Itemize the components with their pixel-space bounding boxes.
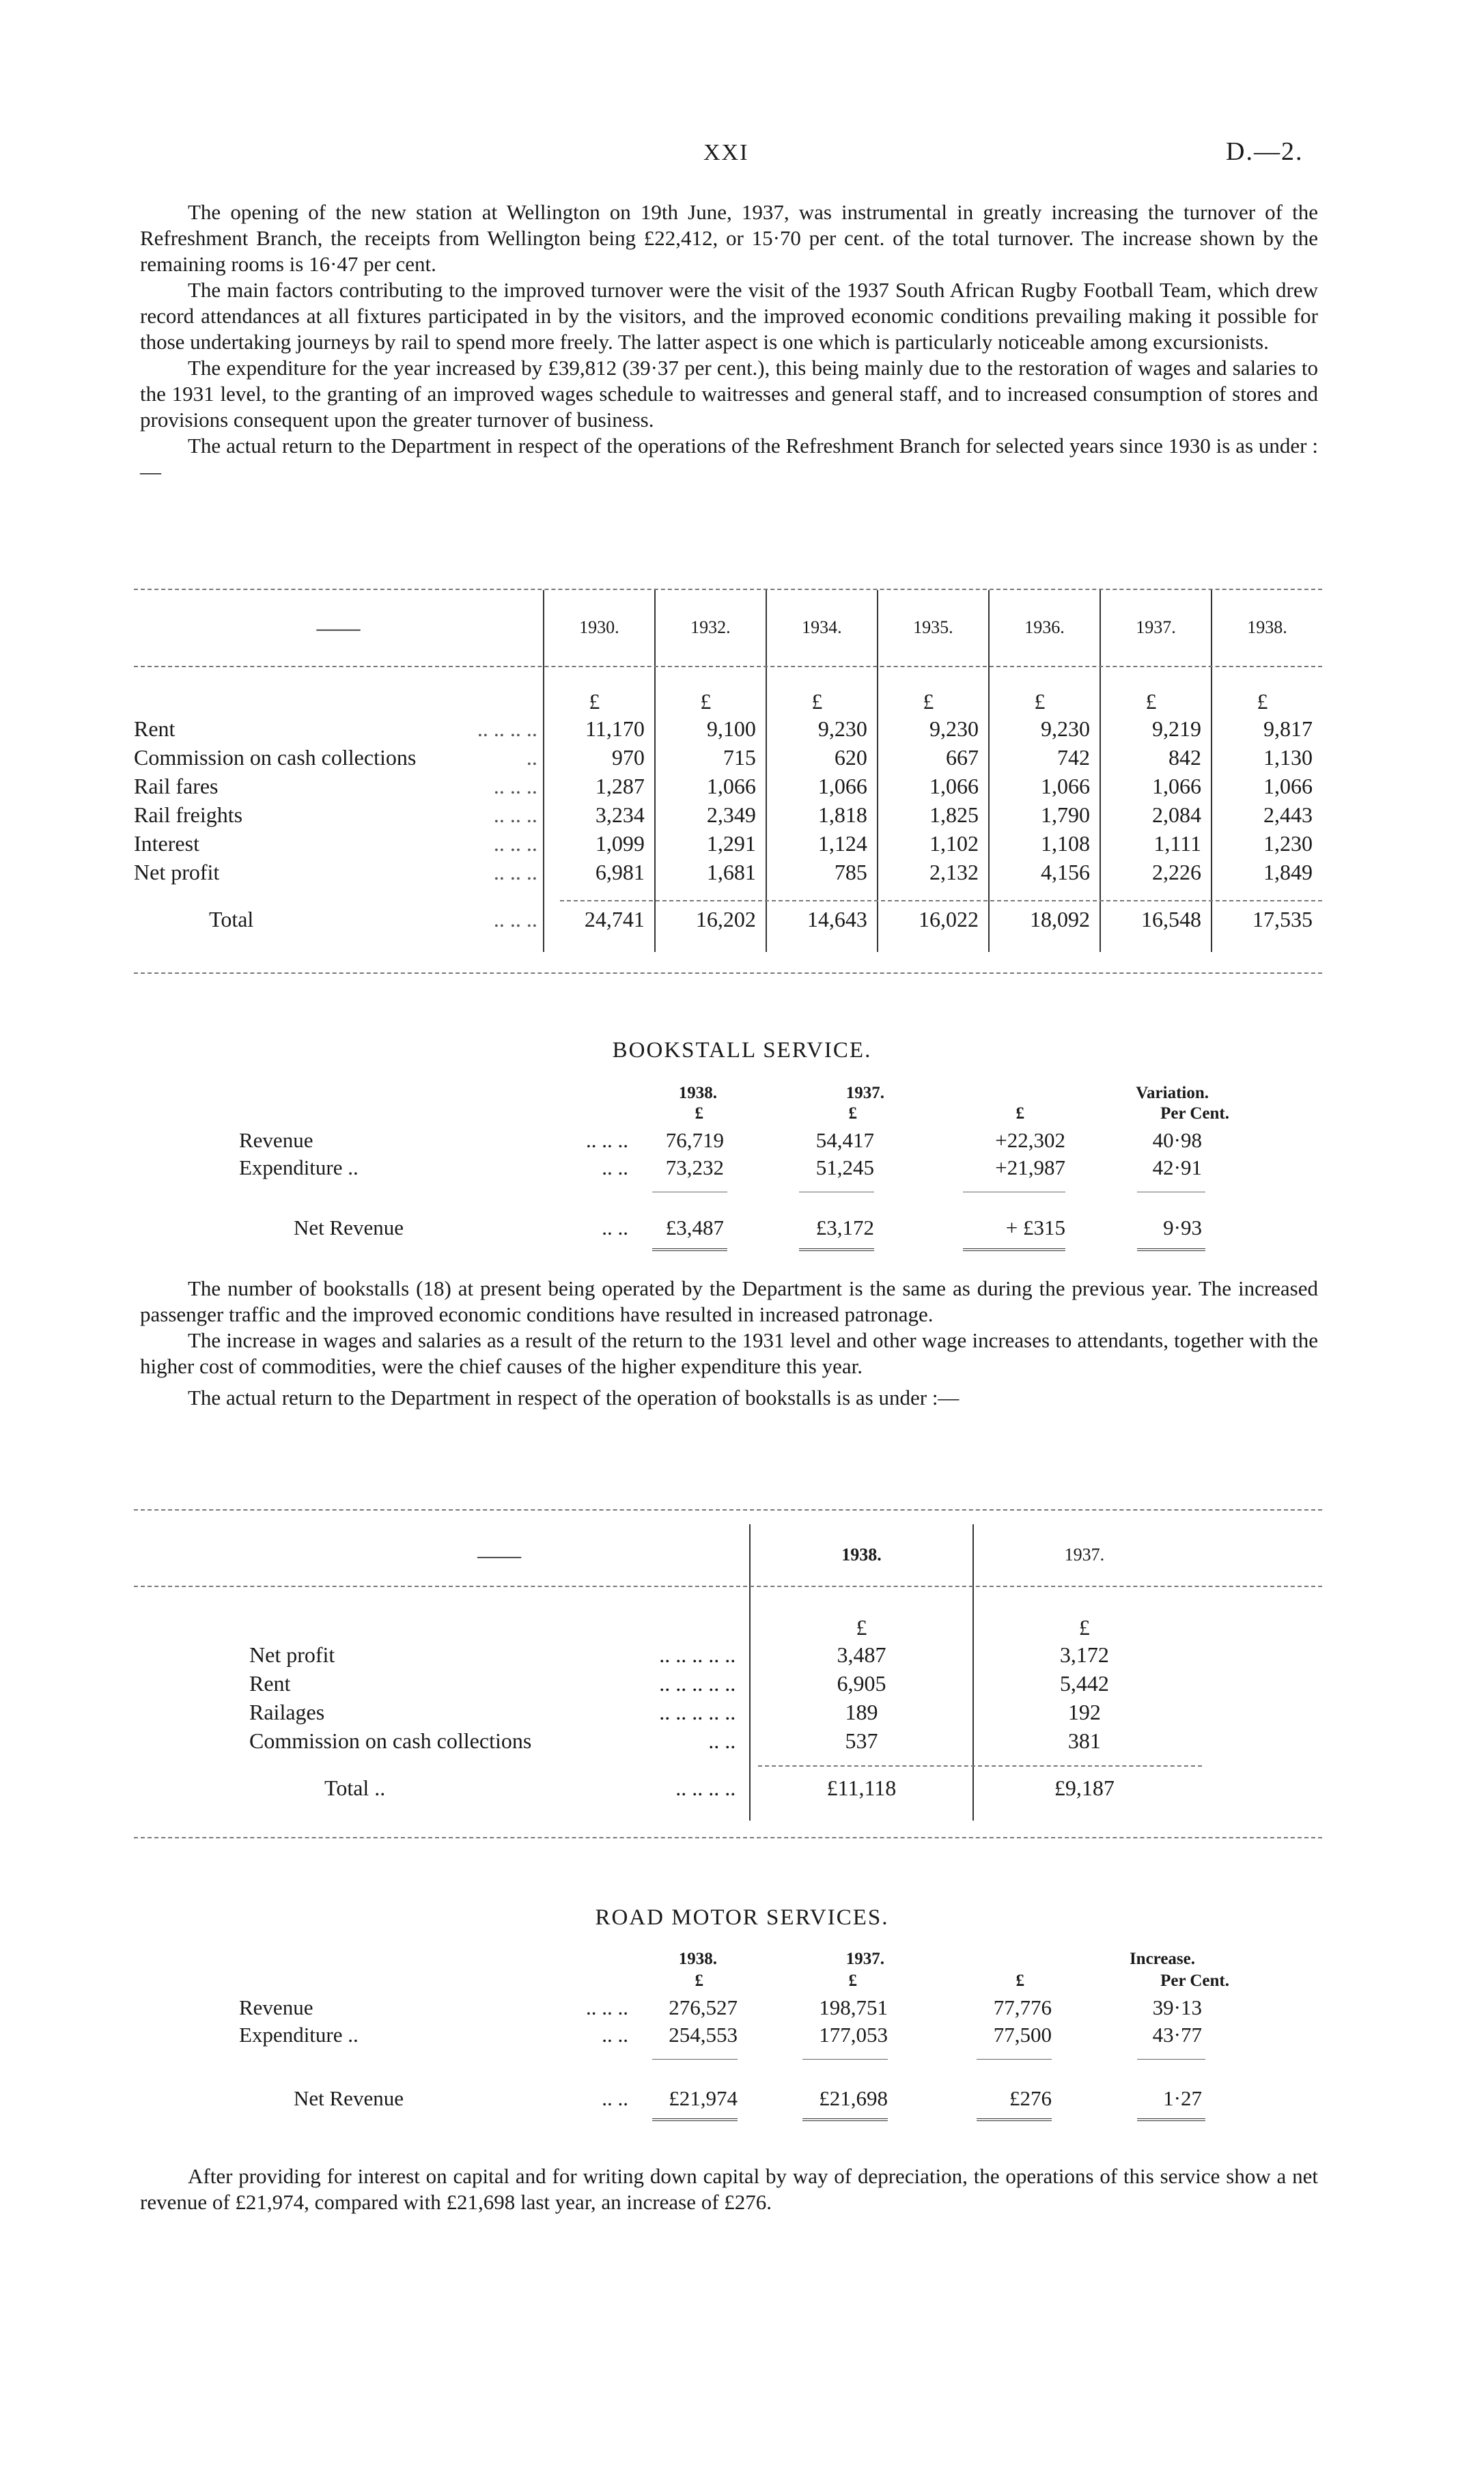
col-header-1938: 1938. <box>678 1084 717 1102</box>
leader-dots: .. .. <box>602 1216 628 1239</box>
total-cell: 14,643 <box>766 886 878 952</box>
row-label: Net profit <box>249 1642 335 1667</box>
row-label: Rail fares <box>134 773 219 798</box>
table-bottom-rule <box>134 1837 1322 1838</box>
table-cell: 537 <box>750 1726 973 1755</box>
table-cell: 1,825 <box>878 800 989 829</box>
table-cell: 1,291 <box>655 829 766 858</box>
year-header: 1937. <box>1100 590 1212 665</box>
sum-rule <box>652 2059 738 2060</box>
table-cell: 1,108 <box>989 829 1100 858</box>
table-top-rule <box>134 1509 1322 1511</box>
double-rule <box>799 1248 874 1251</box>
unit-symbol: £ <box>1016 1104 1024 1123</box>
table-cell: 1,099 <box>544 829 655 858</box>
table-cell: 1,849 <box>1212 858 1322 886</box>
total-cell: £9,187 <box>973 1755 1195 1821</box>
road-motor-paragraph-1: After providing for interest on capital and for writing down capital by way of depreciation, the operations of this service show a net revenue of £21,974, compared with £21,698 last year, an increase of £276. <box>140 2164 1318 2214</box>
bookstall-heading: BOOKSTALL SERVICE. <box>612 1038 872 1063</box>
per-cent-header: Per Cent. <box>1160 1104 1229 1123</box>
table-cell: 9,817 <box>1212 714 1322 743</box>
table-cell: 5,442 <box>973 1669 1195 1698</box>
table-corner-dash: —— <box>316 615 361 640</box>
revenue-per-cent: 40·98 <box>1152 1128 1202 1152</box>
table-cell: 2,226 <box>1100 858 1212 886</box>
row-label: Net profit <box>134 859 220 884</box>
unit-symbol: £ <box>973 1586 1195 1640</box>
road-motor-heading: ROAD MOTOR SERVICES. <box>595 1905 889 1930</box>
expenditure-1938: 254,553 <box>669 2023 738 2047</box>
table-cell: 1,066 <box>1100 772 1212 800</box>
table-cell: 1,130 <box>1212 743 1322 772</box>
sum-rule <box>977 2059 1052 2060</box>
revenue-1937: 198,751 <box>819 1995 888 2019</box>
row-label-cell <box>249 1698 750 1726</box>
revenue-per-cent: 39·13 <box>1152 1995 1202 2019</box>
double-rule <box>1137 1248 1205 1251</box>
total-cell: 18,092 <box>989 886 1100 952</box>
row-label-cell <box>134 829 544 858</box>
expenditure-1937: 177,053 <box>819 2023 888 2047</box>
row-label: Commission on cash collections <box>249 1728 532 1753</box>
table-cell: 9,100 <box>655 714 766 743</box>
unit-symbol: £ <box>655 665 766 714</box>
leader-dots: .. .. .. .. .. <box>659 1670 736 1696</box>
row-label: Commission on cash collections <box>134 744 417 770</box>
row-label-cell <box>134 858 544 886</box>
year-header: 1938. <box>750 1524 973 1586</box>
net-revenue-1938: £3,487 <box>665 1216 724 1239</box>
year-header: 1930. <box>544 590 655 665</box>
col-header-1938: 1938. <box>678 1950 717 1968</box>
table-row <box>249 1726 1195 1755</box>
table-cell: 667 <box>878 743 989 772</box>
table-header-rule <box>134 1586 1322 1587</box>
revenue-label: Revenue <box>239 1128 313 1152</box>
leader-dots: .. <box>526 744 537 770</box>
year-header: 1934. <box>766 590 878 665</box>
unit-symbol: £ <box>695 1972 703 1990</box>
expenditure-1938: 73,232 <box>665 1155 724 1179</box>
double-rule <box>977 2118 1052 2121</box>
net-revenue-per-cent: 9·93 <box>1163 1216 1202 1239</box>
refreshment-return-table <box>134 590 1322 952</box>
year-header: 1938. <box>1212 590 1322 665</box>
row-label-cell <box>134 772 544 800</box>
unit-symbol: £ <box>695 1104 703 1123</box>
bookstall-paragraph-3: The actual return to the Department in respect of the operation of bookstalls is as under :— <box>188 1386 960 1410</box>
table-sum-rule <box>758 1765 1202 1767</box>
table-cell: 1,790 <box>989 800 1100 829</box>
table-cell: 6,905 <box>750 1669 973 1698</box>
row-label: Total .. <box>324 1775 386 1800</box>
intro-paragraph-1: The opening of the new station at Wellington on 19th June, 1937, was instrumental in greatly increasing the turnover of the Refreshment Branch, the receipts from Wellington being £22,412, or 15·70 per cent. of the total turnover. The increase shown by the remaining rooms is 16·47 per cent. <box>140 200 1318 276</box>
row-label-cell <box>134 714 544 743</box>
row-label-cell <box>134 743 544 772</box>
table-row <box>134 800 1322 829</box>
table-sum-rule <box>560 900 1322 901</box>
table-cell: 3,487 <box>750 1640 973 1669</box>
row-label: Rent <box>249 1670 291 1696</box>
leader-dots: .. .. .. <box>493 773 537 798</box>
revenue-label: Revenue <box>239 1995 313 2019</box>
table-bottom-rule <box>134 972 1322 974</box>
net-revenue-label: Net Revenue <box>294 1216 404 1239</box>
table-row <box>134 772 1322 800</box>
table-cell: 3,234 <box>544 800 655 829</box>
total-cell: 16,548 <box>1100 886 1212 952</box>
leader-dots: .. .. .. <box>493 906 537 931</box>
table-corner-dash: —— <box>477 1542 522 1567</box>
unit-symbol: £ <box>1212 665 1322 714</box>
intro-paragraph-2: The main factors contributing to the improved turnover were the visit of the 1937 South African Rugby Football Team, which drew record attendances at all fixtures participated in by the visitors, and the improved economic conditions prevailing making it possible for those undertaking journeys by rail to spend more freely. The latter aspect is one which is particularly noticeable among excursionists. <box>140 278 1318 354</box>
table-cell: 2,443 <box>1212 800 1322 829</box>
table-cell: 6,981 <box>544 858 655 886</box>
total-cell: 24,741 <box>544 886 655 952</box>
intro-paragraph-4: The actual return to the Department in respect of the operations of the Refreshment Branch for selected years since 1930 is as under :— <box>140 434 1318 483</box>
table-header-row <box>249 1524 1195 1586</box>
table-cell: 2,349 <box>655 800 766 829</box>
leader-dots: .. .. .. <box>493 802 537 827</box>
leader-dots: .. .. .. <box>586 1995 628 2019</box>
table-cell: 1,111 <box>1100 829 1212 858</box>
bookstall-paragraph-2: The increase in wages and salaries as a result of the return to the 1931 level and other wage increases to attendants, together with the higher cost of commodities, were the chief causes of the higher expenditure this year. <box>140 1328 1318 1378</box>
table-cell: 1,066 <box>655 772 766 800</box>
table-cell: 970 <box>544 743 655 772</box>
net-revenue-variation: + £315 <box>1005 1216 1065 1239</box>
leader-dots: .. .. .. .. <box>477 716 537 741</box>
revenue-1938: 76,719 <box>665 1128 724 1152</box>
leader-dots: .. .. .. .. .. <box>659 1699 736 1724</box>
revenue-1937: 54,417 <box>815 1128 874 1152</box>
unit-symbol: £ <box>544 665 655 714</box>
leader-dots: .. .. .. <box>493 859 537 884</box>
expenditure-1937: 51,245 <box>815 1155 874 1179</box>
bookstall-text <box>140 1276 1318 1411</box>
table-row <box>134 714 1322 743</box>
net-revenue-1938: £21,974 <box>669 2086 738 2110</box>
row-label: Railages <box>249 1699 325 1724</box>
net-revenue-increase: £276 <box>1009 2086 1052 2110</box>
row-label: Rent <box>134 716 176 741</box>
table-row <box>134 858 1322 886</box>
table-row <box>249 1669 1195 1698</box>
unit-symbol: £ <box>1016 1972 1024 1990</box>
unit-row <box>134 665 1322 714</box>
double-rule <box>802 2118 888 2121</box>
revenue-variation: +22,302 <box>995 1128 1065 1152</box>
unit-symbol: £ <box>878 665 989 714</box>
double-rule <box>652 2118 738 2121</box>
total-label <box>249 1755 750 1821</box>
expenditure-per-cent: 43·77 <box>1152 2023 1202 2047</box>
intro-paragraph-3: The expenditure for the year increased by £39,812 (39·37 per cent.), this being mainly due to the restoration of wages and salaries to the 1931 level, to the granting of an improved wages schedule to waitresses and general staff, and to increased consumption of stores and provisions consequent upon the greater turnover of business. <box>140 356 1318 432</box>
leader-dots: .. .. <box>602 1155 628 1179</box>
sum-rule <box>802 2059 888 2060</box>
table-cell: 4,156 <box>989 858 1100 886</box>
double-rule <box>963 1248 1065 1251</box>
table-header-row <box>134 590 1322 665</box>
net-revenue-per-cent: 1·27 <box>1163 2086 1202 2110</box>
unit-symbol: £ <box>750 1586 973 1640</box>
table-cell: 2,132 <box>878 858 989 886</box>
expenditure-per-cent: 42·91 <box>1152 1155 1202 1179</box>
double-rule <box>652 1248 727 1251</box>
year-header: 1936. <box>989 590 1100 665</box>
leader-dots: .. .. .. <box>493 830 537 856</box>
table-cell: 1,102 <box>878 829 989 858</box>
row-label-cell <box>249 1669 750 1698</box>
table-cell: 1,066 <box>989 772 1100 800</box>
table-row <box>134 829 1322 858</box>
expenditure-label: Expenditure .. <box>239 1155 359 1179</box>
table-cell: 9,230 <box>989 714 1100 743</box>
table-cell: 1,230 <box>1212 829 1322 858</box>
unit-row <box>249 1586 1195 1640</box>
table-cell: 742 <box>989 743 1100 772</box>
road-motor-text <box>140 2163 1318 2215</box>
row-label-cell <box>249 1640 750 1669</box>
expenditure-increase: 77,500 <box>993 2023 1052 2047</box>
net-revenue-1937: £21,698 <box>819 2086 888 2110</box>
col-header-1937: 1937. <box>845 1950 884 1968</box>
table-cell: 11,170 <box>544 714 655 743</box>
year-header: 1937. <box>973 1524 1195 1586</box>
net-revenue-1937: £3,172 <box>815 1216 874 1239</box>
table-cell: 3,172 <box>973 1640 1195 1669</box>
table-cell: 620 <box>766 743 878 772</box>
table-cell: 1,681 <box>655 858 766 886</box>
net-revenue-label: Net Revenue <box>294 2086 404 2110</box>
table-cell: 9,230 <box>766 714 878 743</box>
total-label <box>134 886 544 952</box>
row-label: Total <box>209 906 254 931</box>
table-cell: 9,230 <box>878 714 989 743</box>
leader-dots: .. .. .. .. <box>675 1775 736 1800</box>
bookstall-paragraph-1: The number of bookstalls (18) at present being operated by the Department is the same as during the previous year. The increased passenger traffic and the improved economic conditions have resulted in increased patronage. <box>140 1276 1318 1326</box>
table-cell: 9,219 <box>1100 714 1212 743</box>
table-cell: 381 <box>973 1726 1195 1755</box>
unit-symbol: £ <box>766 665 878 714</box>
table-header-rule <box>134 666 1322 667</box>
expenditure-variation: +21,987 <box>995 1155 1065 1179</box>
col-header-increase: Increase. <box>1129 1950 1195 1968</box>
table-cell: 1,066 <box>1212 772 1322 800</box>
table-cell: 1,066 <box>766 772 878 800</box>
year-header: 1935. <box>878 590 989 665</box>
expenditure-label: Expenditure .. <box>239 2023 359 2047</box>
col-header-1937: 1937. <box>845 1084 884 1102</box>
table-cell: 189 <box>750 1698 973 1726</box>
unit-symbol: £ <box>848 1104 857 1123</box>
leader-dots: .. .. <box>602 2086 628 2110</box>
leader-dots: .. .. .. .. .. <box>659 1642 736 1667</box>
table-cell: 785 <box>766 858 878 886</box>
col-header-variation: Variation. <box>1136 1084 1209 1102</box>
page-number: XXI <box>703 140 749 165</box>
table-cell: 1,818 <box>766 800 878 829</box>
year-header: 1932. <box>655 590 766 665</box>
revenue-1938: 276,527 <box>669 1995 738 2019</box>
row-label-cell <box>134 800 544 829</box>
unit-symbol: £ <box>1100 665 1212 714</box>
table-cell: 842 <box>1100 743 1212 772</box>
table-cell: 2,084 <box>1100 800 1212 829</box>
intro-text <box>140 199 1318 485</box>
table-total-row <box>134 886 1322 952</box>
bookstall-return-table <box>249 1524 1195 1821</box>
table-cell: 1,287 <box>544 772 655 800</box>
row-label: Rail freights <box>134 802 243 827</box>
total-cell: £11,118 <box>750 1755 973 1821</box>
table-cell: 1,066 <box>878 772 989 800</box>
table-row <box>249 1640 1195 1669</box>
sum-rule <box>1137 2059 1205 2060</box>
revenue-increase: 77,776 <box>993 1995 1052 2019</box>
table-row <box>249 1698 1195 1726</box>
row-label-cell <box>249 1726 750 1755</box>
total-cell: 16,022 <box>878 886 989 952</box>
double-rule <box>1137 2118 1205 2121</box>
total-cell: 16,202 <box>655 886 766 952</box>
table-row <box>134 743 1322 772</box>
table-cell: 1,124 <box>766 829 878 858</box>
table-cell: 715 <box>655 743 766 772</box>
leader-dots: .. .. <box>602 2023 628 2047</box>
leader-dots: .. .. <box>708 1728 736 1753</box>
leader-dots: .. .. .. <box>586 1128 628 1152</box>
unit-symbol: £ <box>989 665 1100 714</box>
table-cell: 192 <box>973 1698 1195 1726</box>
row-label: Interest <box>134 830 199 856</box>
unit-symbol: £ <box>848 1972 857 1990</box>
document-reference: D.—2. <box>1226 137 1304 166</box>
total-cell: 17,535 <box>1212 886 1322 952</box>
per-cent-header: Per Cent. <box>1160 1972 1229 1990</box>
